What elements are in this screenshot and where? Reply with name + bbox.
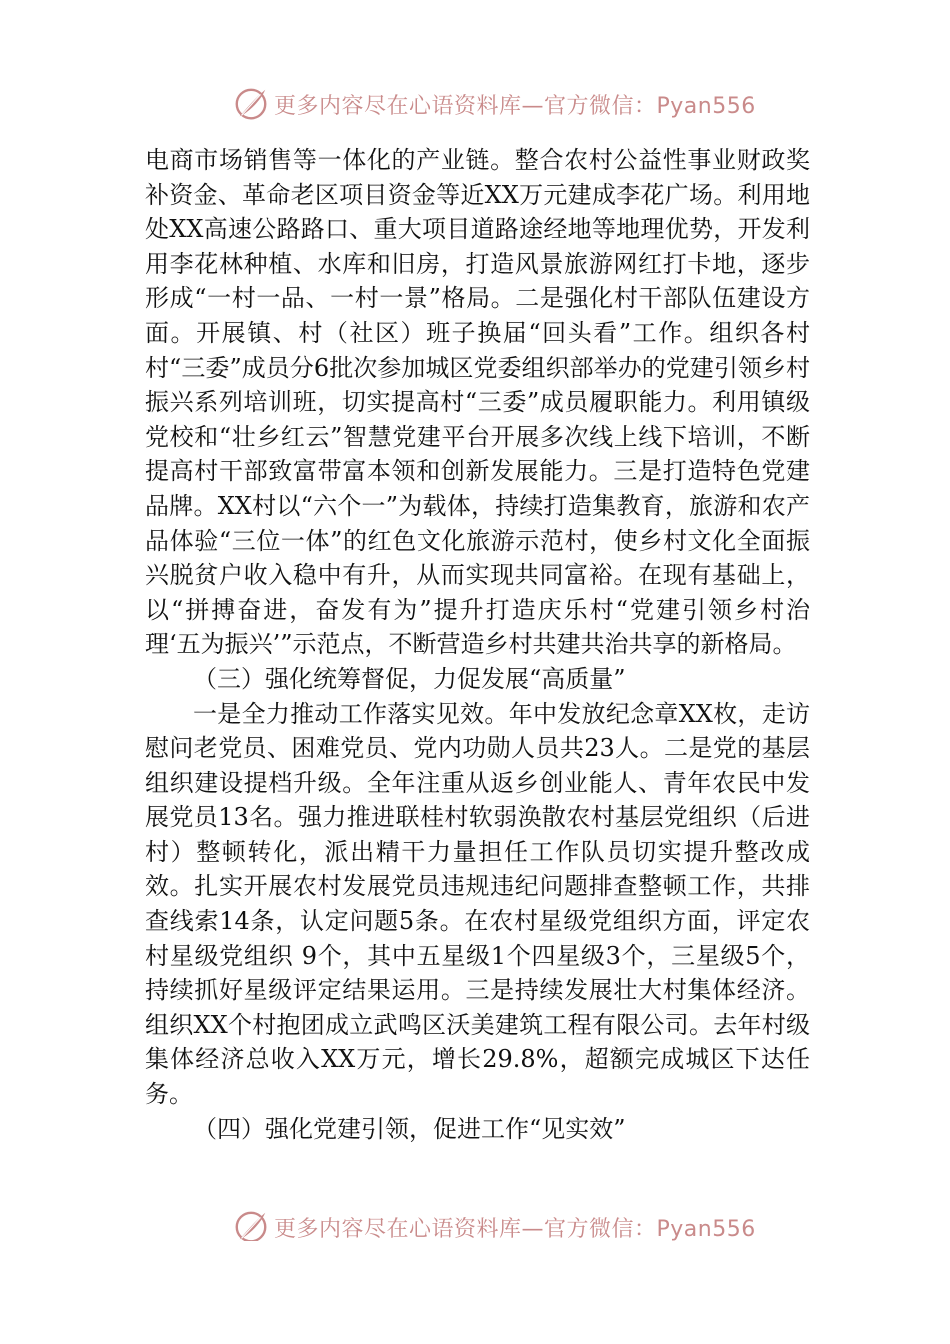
document-body bbox=[145, 143, 810, 1146]
feather-pen-logo-icon bbox=[232, 1208, 270, 1241]
paragraph-continued: 电商市场销售等一体化的产业链。整合农村公益性事业财政奖补资金、革命老区项目资金等近XX万元建成李花广场。利用地处XX高速公路路口、重大项目道路途经地等地理优势，开发利用李花林种植、水库和旧房，打造风景旅游网红打卡地，逐步形成“一村一品、一村一景”格局。二是强化村干部队伍建设方面。开展镇、村（社区）班子换届“回头看”工作。组织各村村“三委”成员分6批次参加城区党委组织部举办的党建引领乡村振兴系列培训班，切实提高村“三委”成员履职能力。利用镇级党校和“壮乡红云”智慧党建平台开展多次线上线下培训，不断提高村干部致富带富本领和创新发展能力。三是打造特色党建品牌。XX村以“六个一”为载体，持续打造集教育，旅游和农产品体验“三位一体”的红色文化旅游示范村，使乡村文化全面振兴脱贫户收入稳中有升，从而实现共同富裕。在现有基础上，以“拼搏奋进，奋发有为”提升打造庆乐村“党建引领乡村治理‘五为振兴’”示范点，不断营造乡村共建共治共享的新格局。 bbox=[145, 146, 810, 659]
paragraph-section-3: 一是全力推动工作落实见效。年中发放纪念章XX枚，走访慰问老党员、困难党员、党内功勋人员共23人。二是党的基层组织建设提档升级。全年注重从返乡创业能人、青年农民中发展党员13名。强力推进联桂村软弱涣散农村基层党组织（后进村）整顿转化，派出精干力量担任工作队员切实提升整改成效。扎实开展农村发展党员违规违纪问题排查整顿工作，共排查线索14条，认定问题5条。在农村星级党组织方面，评定农村星级党组织 9个，其中五星级1个四星级3个，三星级5个，持续抓好星级评定结果运用。三是持续发展壮大村集体经济。组织XX个村抱团成立武鸣区沃美建筑工程有限公司。去年村级集体经济总收入XX万元，增长29.8%，超额完成城区下达任务。 bbox=[145, 699, 810, 1109]
feather-pen-logo-icon bbox=[232, 85, 270, 123]
watermark-text: 更多内容尽在心语资料库—官方微信：Pyan556 bbox=[274, 1216, 756, 1241]
watermark-text: 更多内容尽在心语资料库—官方微信：Pyan556 bbox=[274, 93, 756, 119]
section-heading-4: （四）强化党建引领，促进工作“见实效” bbox=[193, 1114, 626, 1143]
watermark-header bbox=[232, 84, 756, 124]
section-heading-3: （三）强化统筹督促，力促发展“高质量” bbox=[193, 664, 626, 693]
watermark-footer bbox=[232, 1203, 756, 1241]
